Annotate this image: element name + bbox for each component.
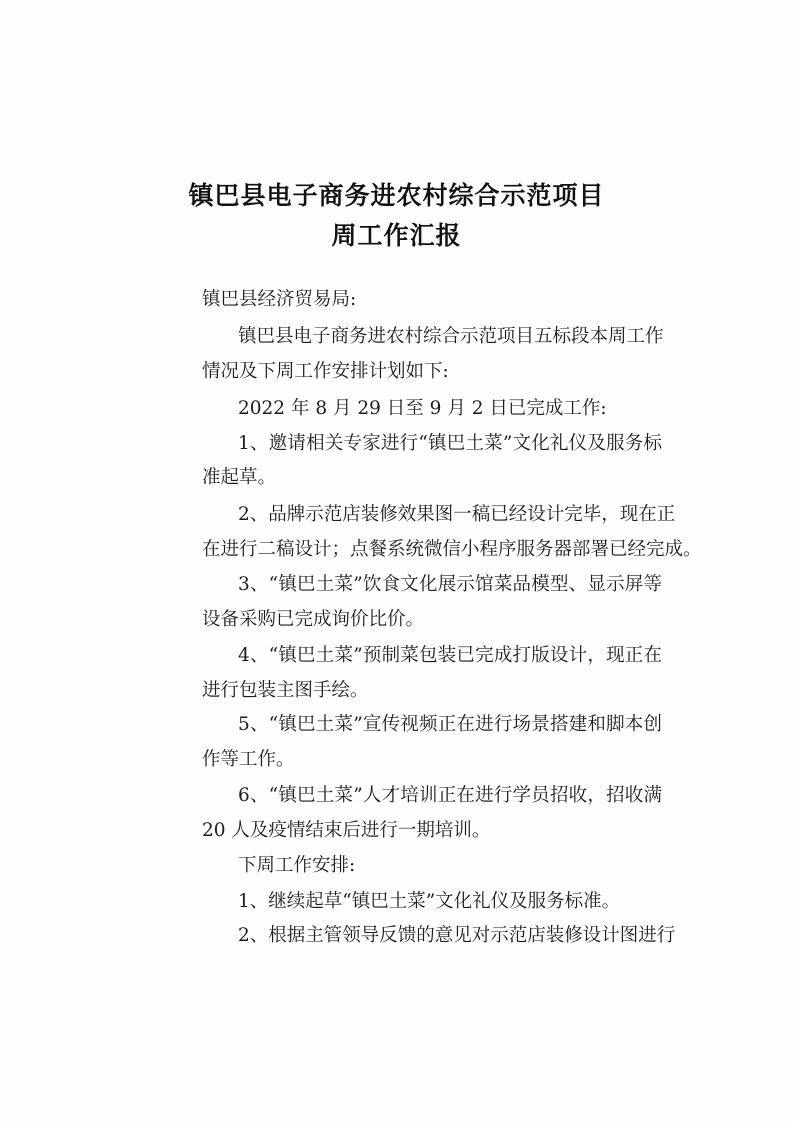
item4-line1: 4、“镇巴土菜”预制菜包装已完成打版设计，现正在 xyxy=(238,645,662,666)
item1-line2: 准起草。 xyxy=(202,467,277,488)
next-item2-line1: 2、根据主管领导反馈的意见对示范店装修设计图进行 xyxy=(238,925,676,946)
item1-line1: 1、邀请相关专家进行“镇巴土菜”文化礼仪及服务标 xyxy=(238,433,662,454)
document-title-line2: 周工作汇报 xyxy=(331,221,462,250)
completed-heading: 2022 年 8 月 29 日至 9 月 2 日已完成工作: xyxy=(238,398,607,419)
item5-line2: 作等工作。 xyxy=(202,749,295,770)
salutation: 镇巴县经济贸易局: xyxy=(202,289,357,310)
item3-line1: 3、“镇巴土菜”饮食文化展示馆菜品模型、显示屏等 xyxy=(238,574,662,595)
intro-line1: 镇巴县电子商务进农村综合示范项目五标段本周工作 xyxy=(238,326,664,347)
item2-line1: 2、品牌示范店装修效果图一稿已经设计完毕，现在正 xyxy=(238,504,676,525)
item6-line1: 6、“镇巴土菜”人才培训正在进行学员招收，招收满 xyxy=(238,785,662,806)
item5-line1: 5、“镇巴土菜”宣传视频正在进行场景搭建和脚本创 xyxy=(238,714,662,735)
item2-line2: 在进行二稿设计；点餐系统微信小程序服务器部署已经完成。 xyxy=(202,539,702,560)
intro-line2: 情况及下周工作安排计划如下: xyxy=(202,361,449,382)
item6-line2: 20 人及疫情结束后进行一期培训。 xyxy=(202,820,491,841)
item4-line2: 进行包装主图手绘。 xyxy=(202,680,369,701)
next-item1: 1、继续起草“镇巴土菜”文化礼仪及服务标准。 xyxy=(238,891,621,912)
item3-line2: 设备采购已完成询价比价。 xyxy=(202,609,425,630)
next-heading: 下周工作安排: xyxy=(238,855,356,876)
document-title-line1: 镇巴县电子商务进农村综合示范项目 xyxy=(188,181,605,210)
